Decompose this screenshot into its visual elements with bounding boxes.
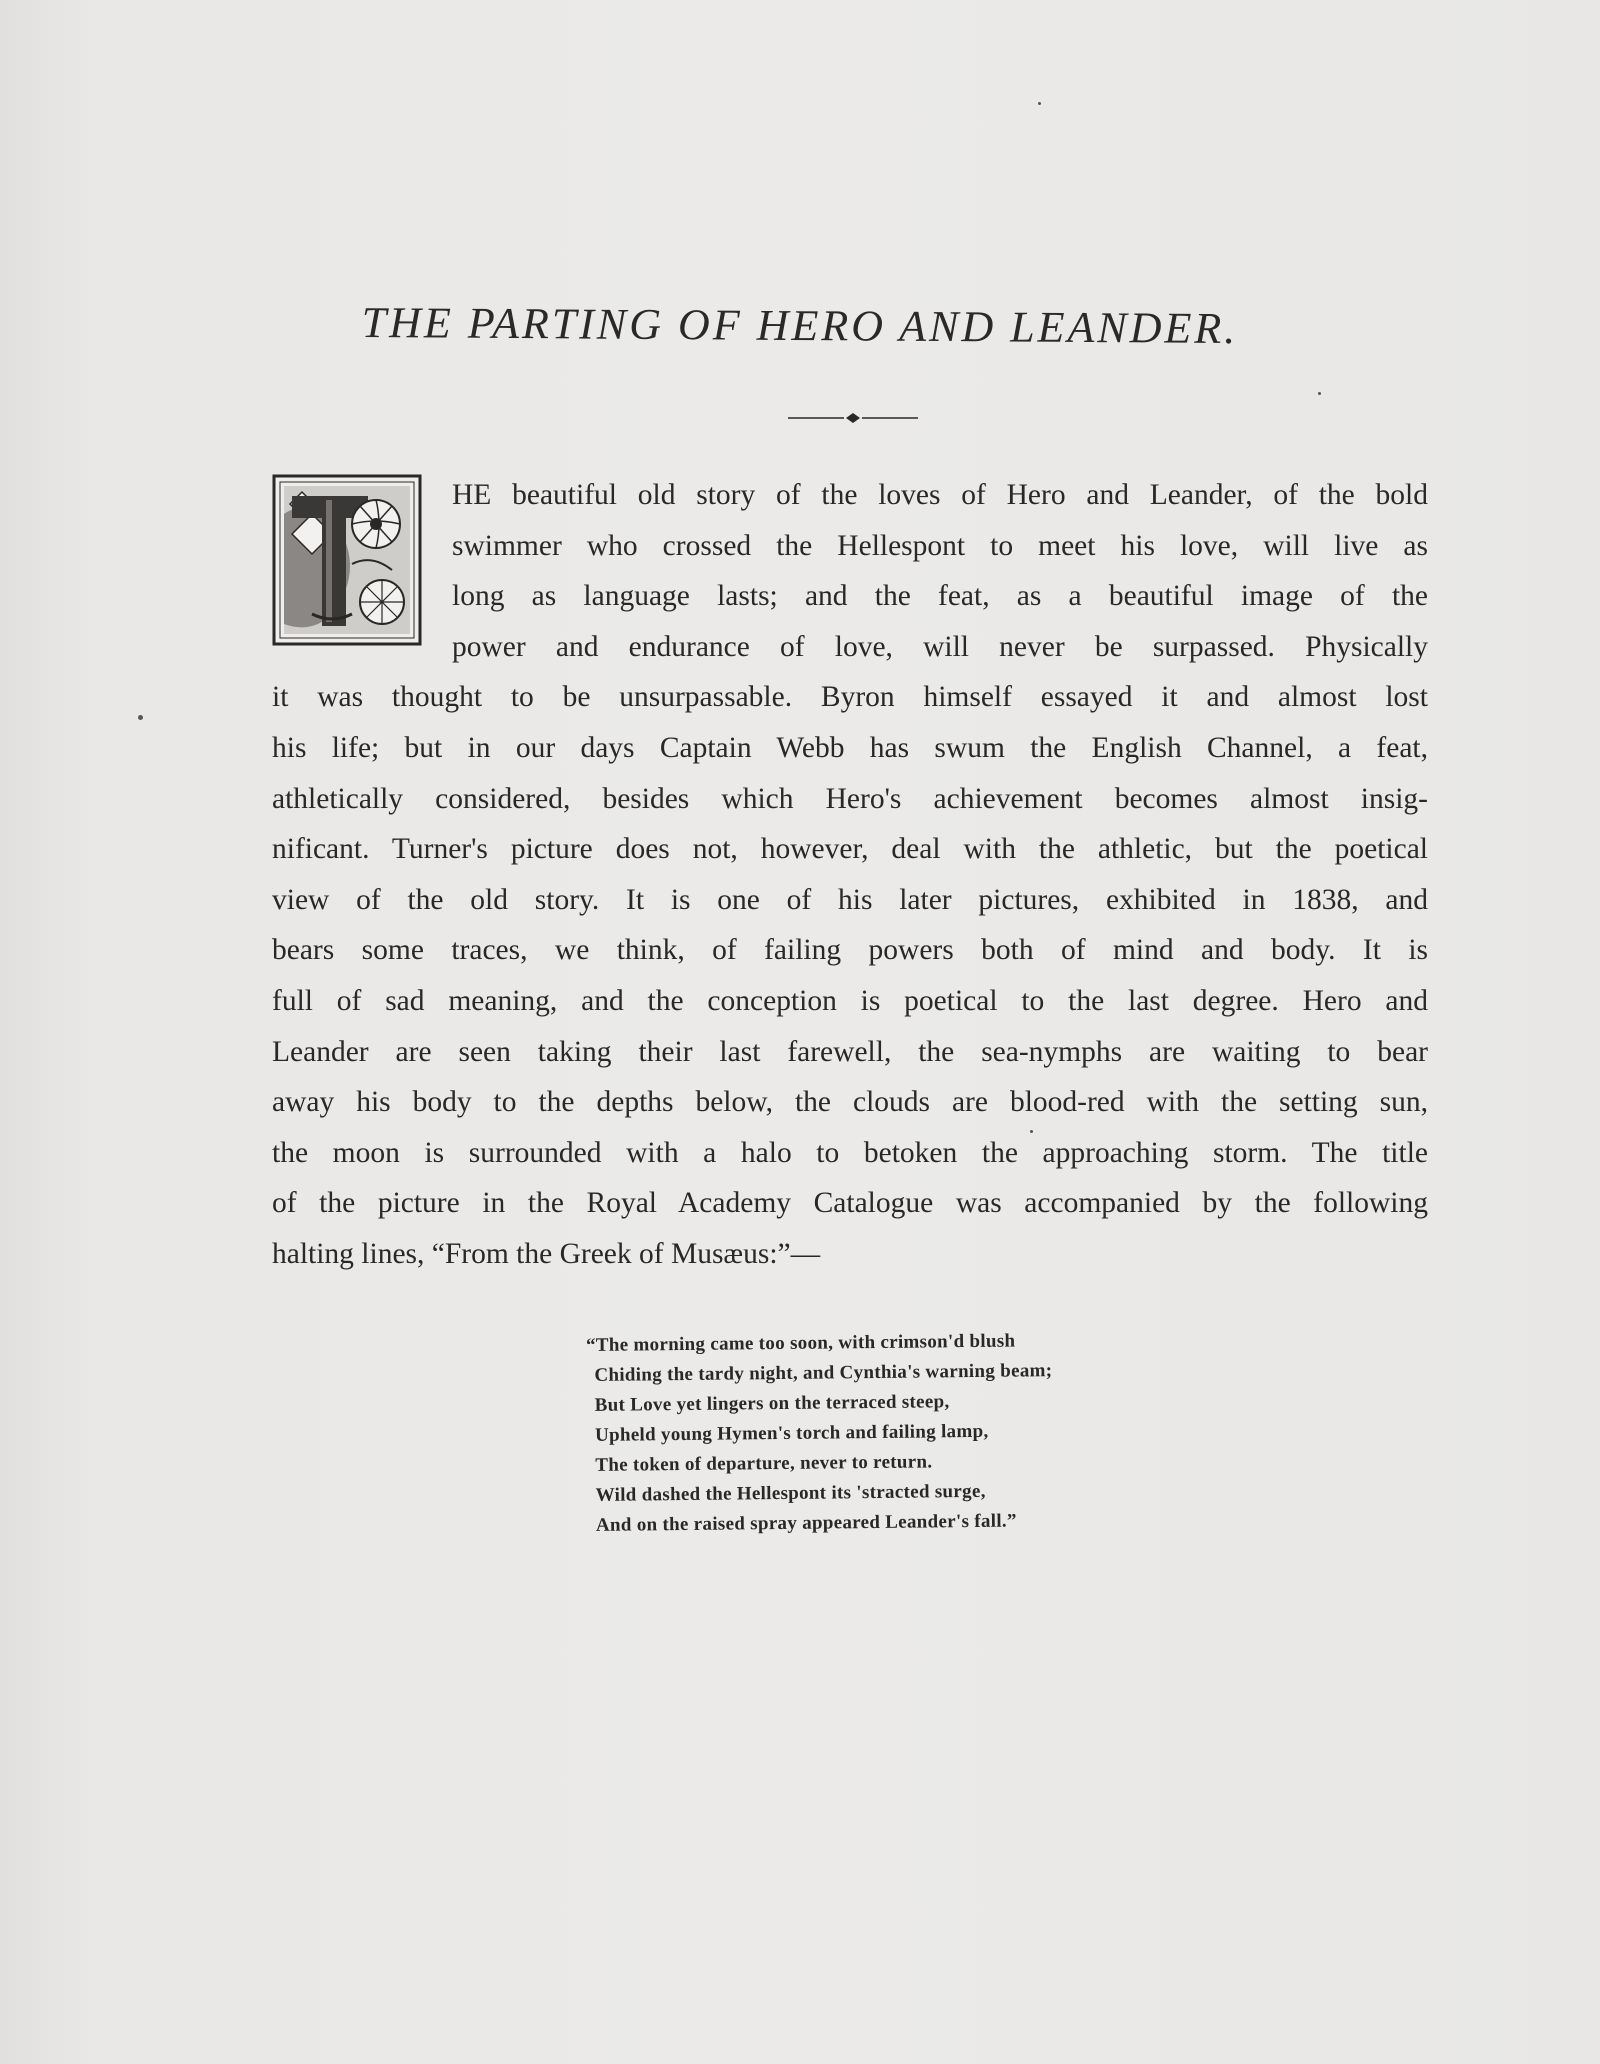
poem-line: Chiding the tardy night, and Cynthia's warning beam; (594, 1360, 1053, 1386)
body-line: Leander are seen taking their last farewell, the sea-nymphs are waiting to bear (272, 1035, 1428, 1068)
poem-line: Wild dashed the Hellespont its 'stracted surge, (595, 1480, 986, 1506)
body-line: bears some traces, we think, of failing powers both of mind and body. It is (272, 934, 1428, 967)
body-line: halting lines, “From the Greek of Musæus:”— (272, 1237, 821, 1270)
body-line: it was thought to be unsurpassable. Byron himself essayed it and almost lost (272, 681, 1428, 714)
paper-speck (138, 715, 143, 720)
poem-line: But Love yet lingers on the terraced steep, (594, 1391, 950, 1416)
poem-line: And on the raised spray appeared Leander's fall.” (595, 1510, 1017, 1536)
body-line: his life; but in our days Captain Webb has swum the English Channel, a feat, (272, 731, 1428, 764)
page-title: THE PARTING OF HERO AND LEANDER. (361, 297, 1239, 354)
body-line: athletically considered, besides which Hero's achievement becomes almost insig- (272, 782, 1428, 815)
body-line: the moon is surrounded with a halo to betoken the approaching storm. The title (272, 1136, 1428, 1169)
poem-line: Upheld young Hymen's torch and failing lamp, (594, 1420, 989, 1446)
body-line: HE beautiful old story of the loves of Hero and Leander, of the bold (452, 479, 1428, 511)
poem-line: “The morning came too soon, with crimson'd blush (585, 1330, 1016, 1357)
body-text (272, 470, 1428, 1280)
body-line: long as language lasts; and the feat, as a beautiful image of the (452, 580, 1428, 613)
paper-speck (1318, 392, 1321, 395)
body-line: view of the old story. It is one of his later pictures, exhibited in 1838, and (272, 883, 1428, 916)
ornament-divider (788, 408, 918, 428)
poem-quote (585, 1325, 1156, 1541)
body-line: away his body to the depths below, the clouds are blood-red with the setting sun, (272, 1086, 1428, 1119)
body-line: swimmer who crossed the Hellespont to meet his love, will live as (452, 529, 1428, 562)
body-line: nificant. Turner's picture does not, however, deal with the athletic, but the poetical (272, 833, 1428, 866)
paper-speck (1030, 1130, 1033, 1133)
paper-speck (1038, 102, 1041, 105)
body-line: of the picture in the Royal Academy Catalogue was accompanied by the following (272, 1187, 1428, 1220)
body-line: power and endurance of love, will never be surpassed. Physically (452, 630, 1428, 663)
poem-line: The token of departure, never to return. (595, 1451, 933, 1476)
body-line: full of sad meaning, and the conception is poetical to the last degree. Hero and (272, 984, 1428, 1017)
